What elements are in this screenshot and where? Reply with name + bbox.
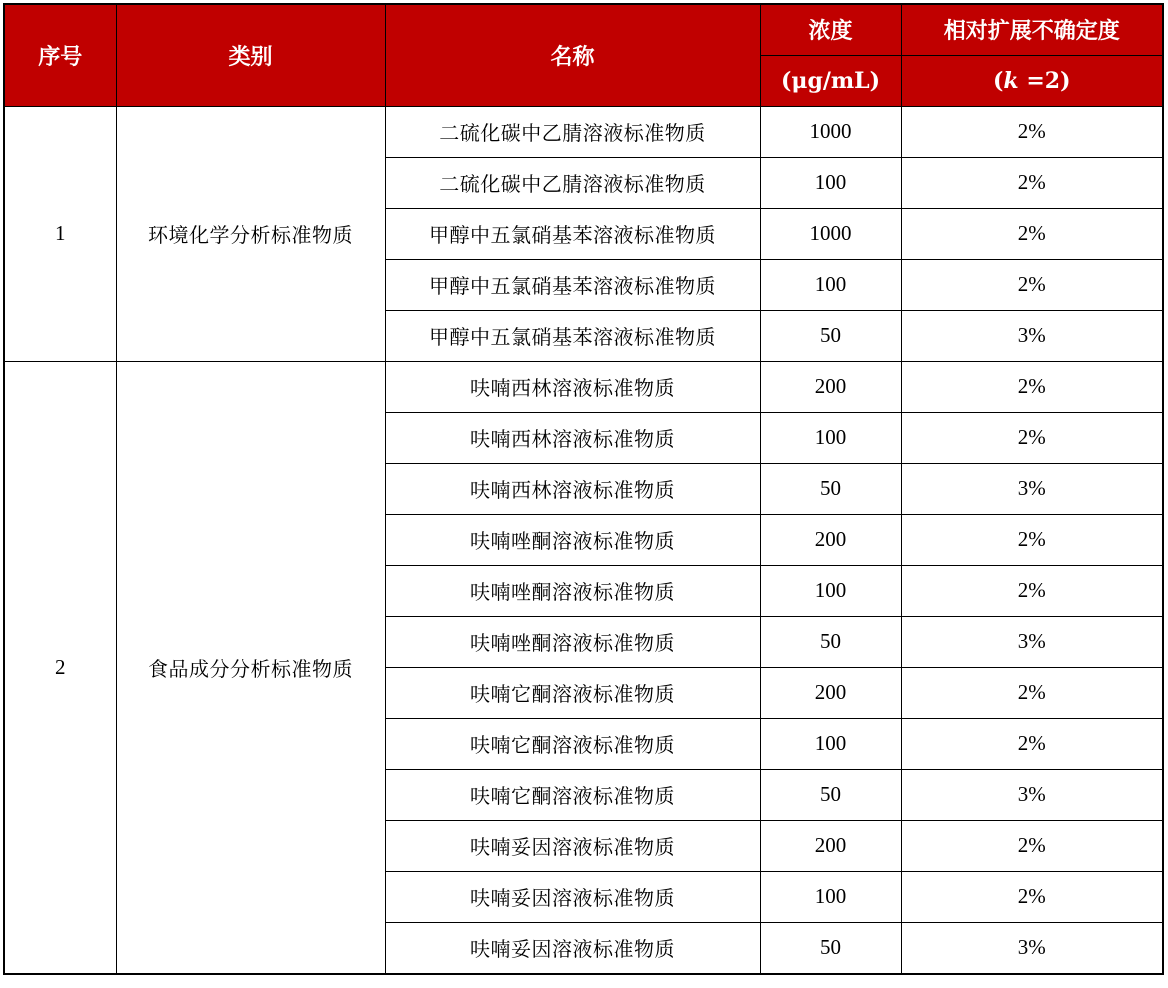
uncertainty-cell: 3% (901, 922, 1163, 974)
concentration-cell: 100 (760, 259, 901, 310)
concentration-cell: 200 (760, 667, 901, 718)
coverage-rest: =2) (1018, 67, 1071, 94)
coverage-open: ( (993, 67, 1004, 94)
material-name-cell: 二硫化碳中乙腈溶液标准物质 (385, 157, 760, 208)
uncertainty-cell: 2% (901, 412, 1163, 463)
material-name-cell: 呋喃妥因溶液标准物质 (385, 820, 760, 871)
uncertainty-cell: 2% (901, 157, 1163, 208)
concentration-cell: 1000 (760, 208, 901, 259)
concentration-cell: 200 (760, 820, 901, 871)
concentration-cell: 100 (760, 565, 901, 616)
concentration-cell: 100 (760, 871, 901, 922)
uncertainty-cell: 2% (901, 565, 1163, 616)
material-name-cell: 呋喃妥因溶液标准物质 (385, 871, 760, 922)
material-name-cell: 呋喃唑酮溶液标准物质 (385, 565, 760, 616)
material-name-cell: 呋喃妥因溶液标准物质 (385, 922, 760, 974)
concentration-cell: 100 (760, 412, 901, 463)
uncertainty-cell: 2% (901, 208, 1163, 259)
header-uncertainty: 相对扩展不确定度 (901, 4, 1163, 55)
header-concentration-unit: (μg/mL) (760, 55, 901, 106)
material-name-cell: 呋喃它酮溶液标准物质 (385, 667, 760, 718)
uncertainty-cell: 2% (901, 871, 1163, 922)
concentration-cell: 50 (760, 310, 901, 361)
material-name-cell: 甲醇中五氯硝基苯溶液标准物质 (385, 310, 760, 361)
uncertainty-cell: 2% (901, 820, 1163, 871)
header-name: 名称 (385, 4, 760, 106)
uncertainty-cell: 3% (901, 463, 1163, 514)
concentration-cell: 50 (760, 922, 901, 974)
header-row-1 (4, 4, 1163, 55)
concentration-cell: 50 (760, 616, 901, 667)
concentration-cell: 200 (760, 514, 901, 565)
material-name-cell: 呋喃唑酮溶液标准物质 (385, 616, 760, 667)
table-body (4, 106, 1163, 974)
group-index-cell: 1 (4, 106, 116, 361)
uncertainty-cell: 2% (901, 361, 1163, 412)
table-row (4, 361, 1163, 412)
group-category-cell: 环境化学分析标准物质 (116, 106, 385, 361)
uncertainty-cell: 3% (901, 616, 1163, 667)
header-category: 类别 (116, 4, 385, 106)
uncertainty-cell: 2% (901, 667, 1163, 718)
header-index: 序号 (4, 4, 116, 106)
group-category-cell: 食品成分分析标准物质 (116, 361, 385, 974)
uncertainty-cell: 3% (901, 769, 1163, 820)
table-header (4, 4, 1163, 106)
concentration-cell: 100 (760, 157, 901, 208)
coverage-k: k (1003, 67, 1019, 94)
material-name-cell: 呋喃唑酮溶液标准物质 (385, 514, 760, 565)
header-coverage-factor (901, 55, 1163, 106)
material-name-cell: 呋喃西林溶液标准物质 (385, 463, 760, 514)
material-name-cell: 呋喃它酮溶液标准物质 (385, 718, 760, 769)
material-name-cell: 甲醇中五氯硝基苯溶液标准物质 (385, 208, 760, 259)
concentration-cell: 100 (760, 718, 901, 769)
uncertainty-cell: 3% (901, 310, 1163, 361)
uncertainty-cell: 2% (901, 259, 1163, 310)
table-container (3, 3, 1164, 975)
concentration-cell: 50 (760, 769, 901, 820)
uncertainty-cell: 2% (901, 106, 1163, 157)
table-row (4, 106, 1163, 157)
uncertainty-cell: 2% (901, 514, 1163, 565)
header-concentration: 浓度 (760, 4, 901, 55)
reference-materials-table (3, 3, 1164, 975)
material-name-cell: 呋喃西林溶液标准物质 (385, 361, 760, 412)
uncertainty-cell: 2% (901, 718, 1163, 769)
concentration-cell: 200 (760, 361, 901, 412)
material-name-cell: 呋喃西林溶液标准物质 (385, 412, 760, 463)
material-name-cell: 呋喃它酮溶液标准物质 (385, 769, 760, 820)
material-name-cell: 甲醇中五氯硝基苯溶液标准物质 (385, 259, 760, 310)
material-name-cell: 二硫化碳中乙腈溶液标准物质 (385, 106, 760, 157)
concentration-cell: 50 (760, 463, 901, 514)
group-index-cell: 2 (4, 361, 116, 974)
concentration-cell: 1000 (760, 106, 901, 157)
